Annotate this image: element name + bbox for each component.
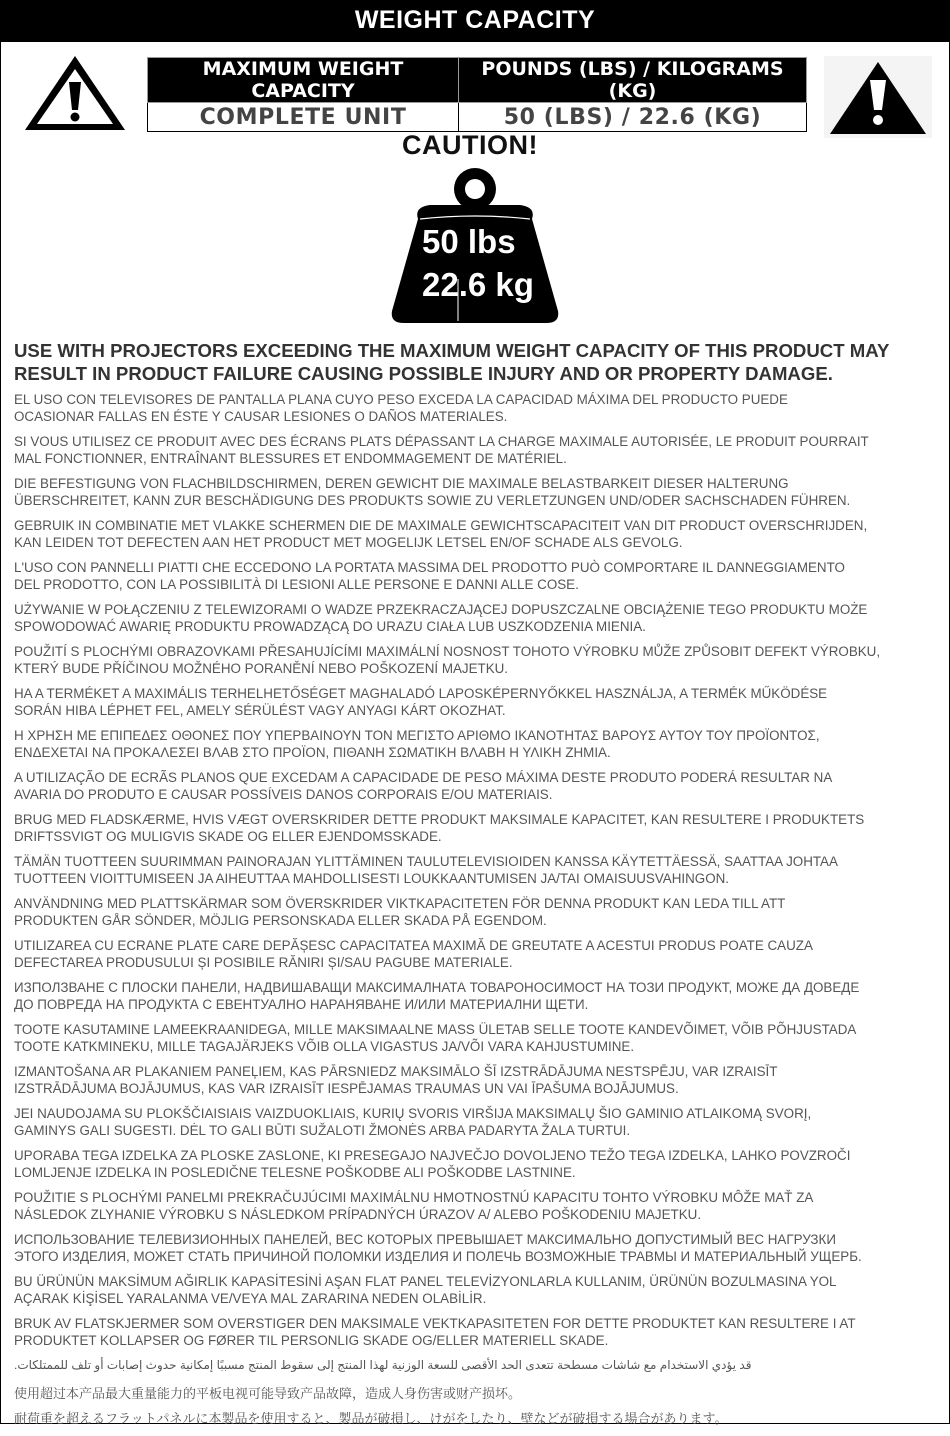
table-cell: 50 (LBS) / 22.6 (KG): [459, 103, 807, 132]
main-warning-text: USE WITH PROJECTORS EXCEEDING THE MAXIMUM WEIGHT CAPACITY OF THIS PRODUCT MAY RESULT IN PRODUCT FAILURE CAUSING POSSIBLE INJURY AND OR PROPERTY DAMAGE.: [14, 340, 890, 384]
warning-triangle-icon: [22, 52, 128, 134]
table-header-cell: POUNDS (LBS) / KILOGRAMS (KG): [459, 58, 807, 103]
weight-kg-label: 22.6 kg: [422, 266, 534, 303]
table-row: [148, 103, 807, 132]
translations-list: [14, 391, 944, 1436]
warning-lithuanian: JEI NAUDOJAMA SU PLOKŠČIAISIAIS VAIZDUOKLIAIS, KURIŲ SVORIS VIRŠIJA MAKSIMALŲ ŠIO GAMINIO ATLAIKOMĄ SVORĮ, GAMINYS GALI SUGESTI. DĖL TO GALI BŪTI SUŽALOTI ŽMONĖS ARBA PADARYTA ŽALA TURTUI.: [14, 1106, 812, 1138]
warning-latvian: IZMANTOŠANA AR PLAKANIEM PANEĻIEM, KAS PĀRSNIEDZ MAKSIMĀLO ŠĪ IZSTRĀDĀJUMA NESTSPĒJU, VAR IZRAISĪT IZSTRĀDĀJUMA BOJĀJUMUS, KAS VAR IZRAISĪT IESPĒJAMAS TRAUMAS UN VAI ĪPAŠUMA BOJĀJUMUS.: [14, 1064, 778, 1096]
table-cell: COMPLETE UNIT: [148, 103, 459, 132]
warning-russian: ИСПОЛЬЗОВАНИЕ ТЕЛЕВИЗИОННЫХ ПАНЕЛЕЙ, ВЕС КОТОРЫХ ПРЕВЫШАЕТ МАКСИМАЛЬНО ДОПУСТИМЫЙ ВЕС НАГРУЗКИ ЭТОГО ИЗДЕЛИЯ, МОЖЕТ СТАТЬ ПРИЧИНОЙ ПОЛОМКИ ИЗДЕЛИЯ И ПОЛЕЧЬ ВОЗМОЖНЫЕ ТРАВМЫ И МАТЕРИАЛЬНЫЙ УЩЕРБ.: [14, 1232, 862, 1264]
warning-finnish: TÄMÄN TUOTTEEN SUURIMMAN PAINORAJAN YLITTÄMINEN TAULUTELEVISIOIDEN KANSSA KÄYTETTÄESSÄ, SAATTAA JOHTAA TUOTTEEN VIOITTUMISEEN JA AIHEUTTAA MAHDOLLISESTI LOUKKAANTUMISEN JA/TAI OMAISUUSVAHINGON.: [14, 854, 838, 886]
weight-capacity-table: [147, 57, 807, 132]
warning-portuguese: A UTILIZAÇÃO DE ECRÃS PLANOS QUE EXCEDAM A CAPACIDADE DE PESO MÁXIMA DESTE PRODUTO PODERÁ RESULTAR NA AVARIA DO PRODUTO E CAUSAR POSSÍVEIS DANOS CORPORAIS E/OU MATERIAIS.: [14, 770, 833, 802]
warning-danish: BRUG MED FLADSKÆRME, HVIS VÆGT OVERSKRIDER DETTE PRODUKT MAKSIMALE KAPACITET, KAN RESULTERE I PRODUKTETS DRIFTSSVIGT OG MULIGVIS SKADE OG ELLER EJENDOMSSKADE.: [14, 812, 865, 844]
warning-swedish: ANVÄNDNING MED PLATTSKÄRMAR SOM ÖVERSKRIDER VIKTKAPACITETEN FÖR DENNA PRODUKT KAN LEDA TILL ATT PRODUKTEN GÅR SÖNDER, MÖJLIG PERSONSKADA ELLER SKADA PÅ EGENDOM.: [14, 896, 786, 928]
warning-dutch: GEBRUIK IN COMBINATIE MET VLAKKE SCHERMEN DIE DE MAXIMALE GEWICHTSCAPACITEIT VAN DIT PRODUCT OVERSCHRIJDEN, KAN LEIDEN TOT DEFECTEN AAN HET PRODUCT MET MOGELIJK LETSEL EN/OF SCHADE ALS GEVOLG.: [14, 518, 868, 550]
warning-estonian: TOOTE KASUTAMINE LAMEEKRAANIDEGA, MILLE MAKSIMAALNE MASS ÜLETAB SELLE TOOTE KANDEVÕIMET, VÕIB PÕHJUSTADA TOOTE KATKMINEKU, MILLE TAGAJÄRJEKS VÕIB OLLA VIGASTUS JA/VÕI VARA KAHJUSTUMINE.: [14, 1022, 857, 1054]
warning-norwegian: BRUK AV FLATSKJERMER SOM OVERSTIGER DEN MAKSIMALE VEKTKAPASITETEN FOR DETTE PRODUKTET KAN RESULTERE I AT PRODUKTET KOLLAPSER OG FØRER TIL PERSONLIG SKADE OG/ELLER MATERIELL SKADE.: [14, 1316, 856, 1348]
warning-spanish: EL USO CON TELEVISORES DE PANTALLA PLANA CUYO PESO EXCEDA LA CAPACIDAD MÁXIMA DEL PRODUCTO PUEDE OCASIONAR FALLAS EN ÉSTE Y CAUSAR LESIONES O DAÑOS MATERIALES.: [14, 392, 788, 424]
page-title: WEIGHT CAPACITY: [0, 0, 950, 42]
warning-arabic: قد يؤدي الاستخدام مع شاشات مسطحة تتعدى الحد الأقصى للسعة الوزنية لهذا المنتج إلى سقوط المنتج مسببًا إمكانية حدوث إصابات أو تلف للممتلكات.: [14, 1358, 752, 1372]
warning-bulgarian: ИЗПОЛЗВАНЕ С ПЛОСКИ ПАНЕЛИ, НАДВИШАВАЩИ МАКСИМАЛНАТА ТОВАРОНОСИМОСТ НА ТОЗИ ПРОДУКТ, МОЖЕ ДА ДОВЕДЕ ДО ПОВРЕДА НА ПРОДУКТА С ЕВЕНТУАЛНО НАРАНЯВАНЕ И/ИЛИ МАТЕРИАЛНИ ЩЕТИ.: [14, 980, 860, 1012]
warning-hungarian: HA A TERMÉKET A MAXIMÁLIS TERHELHETŐSÉGET MAGHALADÓ LAPOSKÉPERNYŐKKEL HASZNÁLJA, A TERMÉK MŰKÖDÉSE SORÁN HIBA LÉPHET FEL, AMELY SÉRÜLÉST VAGY ANYAGI KÁRT OKOZHAT.: [14, 686, 828, 718]
warning-czech: POUŽITÍ S PLOCHÝMI OBRAZOVKAMI PŘESAHUJÍCÍMI MAXIMÁLNÍ NOSNOST TOHOTO VÝROBKU MŮŽE ZPŮSOBIT DEFEKT VÝROBKU, KTERÝ BUDE PŘÍČINOU MOŽNÉHO PORANĚNÍ NEBO POŠKOZENÍ MAJETKU.: [14, 644, 881, 676]
warning-romanian: UTILIZAREA CU ECRANE PLATE CARE DEPĂȘESC CAPACITATEA MAXIMĂ DE GREUTATE A ACESTUI PRODUS POATE CAUZA DEFECTAREA PRODUSULUI ȘI POSIBILE RĂNIRI ȘI/SAU PAGUBE MATERIALE.: [14, 938, 813, 970]
warning-slovak: POUŽITIE S PLOCHÝMI PANELMI PREKRAČUJÚCIMI MAXIMÁLNU HMOTNOSTNÚ KAPACITU TOHTO VÝROBKU MÔŽE MAŤ ZA NÁSLEDOK ZLYHANIE VÝROBKU S NÁSLEDKOM PRÍPADNÝCH ÚRAZOV A/ ALEBO POŠKODENIU MAJETKU.: [14, 1190, 814, 1222]
warning-french: SI VOUS UTILISEZ CE PRODUIT AVEC DES ÉCRANS PLATS DÉPASSANT LA CHARGE MAXIMALE AUTORISÉE, LE PRODUIT POURRAIT MAL FONCTIONNER, ENTRAÎNANT BLESSURES ET ENDOMMAGEMENT DE MATÉRIEL.: [14, 434, 869, 466]
weight-lbs-label: 50 lbs: [422, 223, 516, 260]
table-header-cell: MAXIMUM WEIGHT CAPACITY: [148, 58, 459, 103]
warning-slovenian: UPORABA TEGA IZDELKA ZA PLOSKE ZASLONE, KI PRESEGAJO NAJVEČJO DOVOLJENO TEŽO TEGA IZDELKA, LAHKO POVZROČI LOMLJENJE IZDELKA IN POSLEDIČNE TELESNE POŠKODBE ALI POŠKODBE LASTNINE.: [14, 1148, 851, 1180]
warning-japanese: 耐荷重を超えるフラットパネルに本製品を使用すると、製品が破損し、けがをしたり、壁などが破損する場合があります。: [14, 1412, 728, 1427]
warning-triangle-icon: [824, 56, 932, 138]
warning-polish: UŻYWANIE W POŁĄCZENIU Z TELEWIZORAMI O WADZE PRZEKRACZAJĄCEJ DOPUSZCZALNE OBCIĄŻENIE TEGO PRODUKTU MOŻE SPOWODOWAĆ AWARIĘ PRODUKTU PROWADZĄCĄ DO URAZU CIAŁA LUB USZKODZENIA MIENIA.: [14, 602, 868, 634]
warning-german: DIE BEFESTIGUNG VON FLACHBILDSCHIRMEN, DEREN GEWICHT DIE MAXIMALE BELASTBARKEIT DIESER HALTERUNG ÜBERSCHREITET, KANN ZUR BESCHÄDIGUNG DES PRODUKTS SOWIE ZU VERLETZUNGEN UND/ODER SACHSCHADEN FÜHREN.: [14, 476, 851, 508]
table-header-row: [148, 58, 807, 103]
warning-italian: L'USO CON PANNELLI PIATTI CHE ECCEDONO LA PORTATA MASSIMA DEL PRODOTTO PUÒ COMPORTARE IL DANNEGGIAMENTO DEL PRODOTTO, CON LA POSSIBILITÀ DI LESIONI ALLE PERSONE E DANNI ALLE COSE.: [14, 560, 845, 592]
caution-heading: CAUTION!: [402, 130, 538, 160]
warning-greek: Η ΧΡΗΣΗ ΜΕ ΕΠΙΠΕΔΕΣ ΟΘΟΝΕΣ ΠΟΥ ΥΠΕΡΒΑΙΝΟΥΝ ΤΟΝ ΜΕΓΙΣΤΟ ΑΡΙΘΜΟ ΙΚΑΝΟΤΗΤΑΣ ΒΑΡΟΥΣ ΑΥΤΟΥ ΤΟΥ ΠΡΟΪΟΝΤΟΣ, ΕΝΔΕΧΕΤΑΙ ΝΑ ΠΡΟΚΑΛΕΣΕΙ ΒΛΑΒ ΣΤΟ ΠΡΟΪΟΝ, ΠΙΘΑΝΗ ΣΩΜΑΤΙΚΗ ΒΛΑΒΗ Η ΥΛΙΚΗ ΖΗΜΙΑ.: [14, 728, 820, 760]
warning-turkish: BU ÜRÜNÜN MAKSİMUM AĞIRLIK KAPASİTESİNİ AŞAN FLAT PANEL TELEVİZYONLARLA KULLANIM, ÜRÜNÜN BOZULMASINA YOL AÇARAK KİŞİSEL YARALANMA VE/VEYA MAL ZARARINA NEDEN OLABİLİR.: [14, 1274, 837, 1306]
warning-chinese: 使用超过本产品最大重量能力的平板电视可能导致产品故障，造成人身伤害或财产损坏。: [14, 1387, 522, 1402]
